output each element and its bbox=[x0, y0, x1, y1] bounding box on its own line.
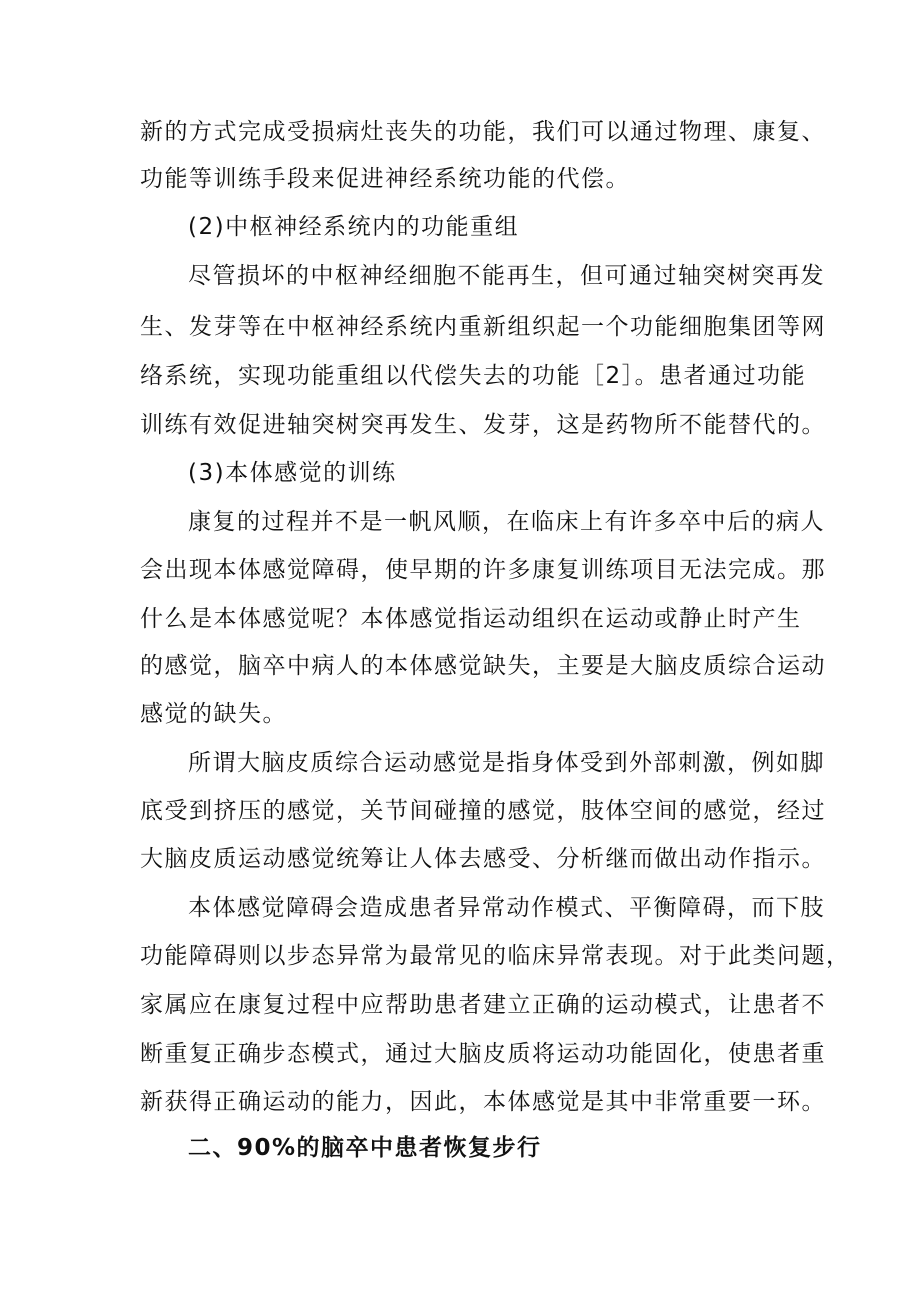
paragraph-line: 络系统，实现功能重组以代偿失去的功能［2］。患者通过功能 bbox=[140, 363, 807, 389]
paragraph-line: 的感觉，脑卒中病人的本体感觉缺失，主要是大脑皮质综合运动 bbox=[140, 653, 826, 679]
paragraph-line: 什么是本体感觉呢？本体感觉指运动组织在运动或静止时产生 bbox=[140, 606, 802, 632]
paragraph-line: 尽管损坏的中枢神经细胞不能再生，但可通过轴突树突再发 bbox=[188, 263, 825, 289]
paragraph-line: 生、发芽等在中枢神经系统内重新组织起一个功能细胞集团等网 bbox=[140, 314, 826, 340]
section-subtitle: (3)本体感觉的训练 bbox=[188, 460, 397, 486]
paragraph-line: 新获得正确运动的能力，因此，本体感觉是其中非常重要一环。 bbox=[140, 1089, 826, 1115]
paragraph-line: 会出现本体感觉障碍，使早期的许多康复训练项目无法完成。那 bbox=[140, 557, 826, 583]
section-heading: 二、90%的脑卒中患者恢复步行 bbox=[188, 1135, 542, 1161]
section-subtitle: (2)中枢神经系统内的功能重组 bbox=[188, 214, 520, 240]
paragraph-line: 功能等训练手段来促进神经系统功能的代偿。 bbox=[140, 166, 630, 192]
paragraph-line: 感觉的缺失。 bbox=[140, 701, 287, 727]
paragraph-line: 康复的过程并不是一帆风顺，在临床上有许多卒中后的病人 bbox=[188, 509, 825, 535]
paragraph-line: 断重复正确步态模式，通过大脑皮质将运动功能固化，使患者重 bbox=[140, 1041, 826, 1067]
paragraph-line: 大脑皮质运动感觉统筹让人体去感受、分析继而做出动作指示。 bbox=[140, 846, 826, 872]
paragraph-line: 新的方式完成受损病灶丧失的功能，我们可以通过物理、康复、 bbox=[140, 119, 826, 145]
paragraph-line: 家属应在康复过程中应帮助患者建立正确的运动模式，让患者不 bbox=[140, 992, 826, 1018]
paragraph-line: 功能障碍则以步态异常为最常见的临床异常表现。对于此类问题， bbox=[140, 943, 851, 969]
paragraph-line: 所谓大脑皮质综合运动感觉是指身体受到外部刺激，例如脚 bbox=[188, 750, 825, 776]
paragraph-line: 本体感觉障碍会造成患者异常动作模式、平衡障碍，而下肢 bbox=[188, 895, 825, 921]
paragraph-line: 底受到挤压的感觉，关节间碰撞的感觉，肢体空间的感觉，经过 bbox=[140, 798, 826, 824]
paragraph-line: 训练有效促进轴突树突再发生、发芽，这是药物所不能替代的。 bbox=[140, 412, 826, 438]
